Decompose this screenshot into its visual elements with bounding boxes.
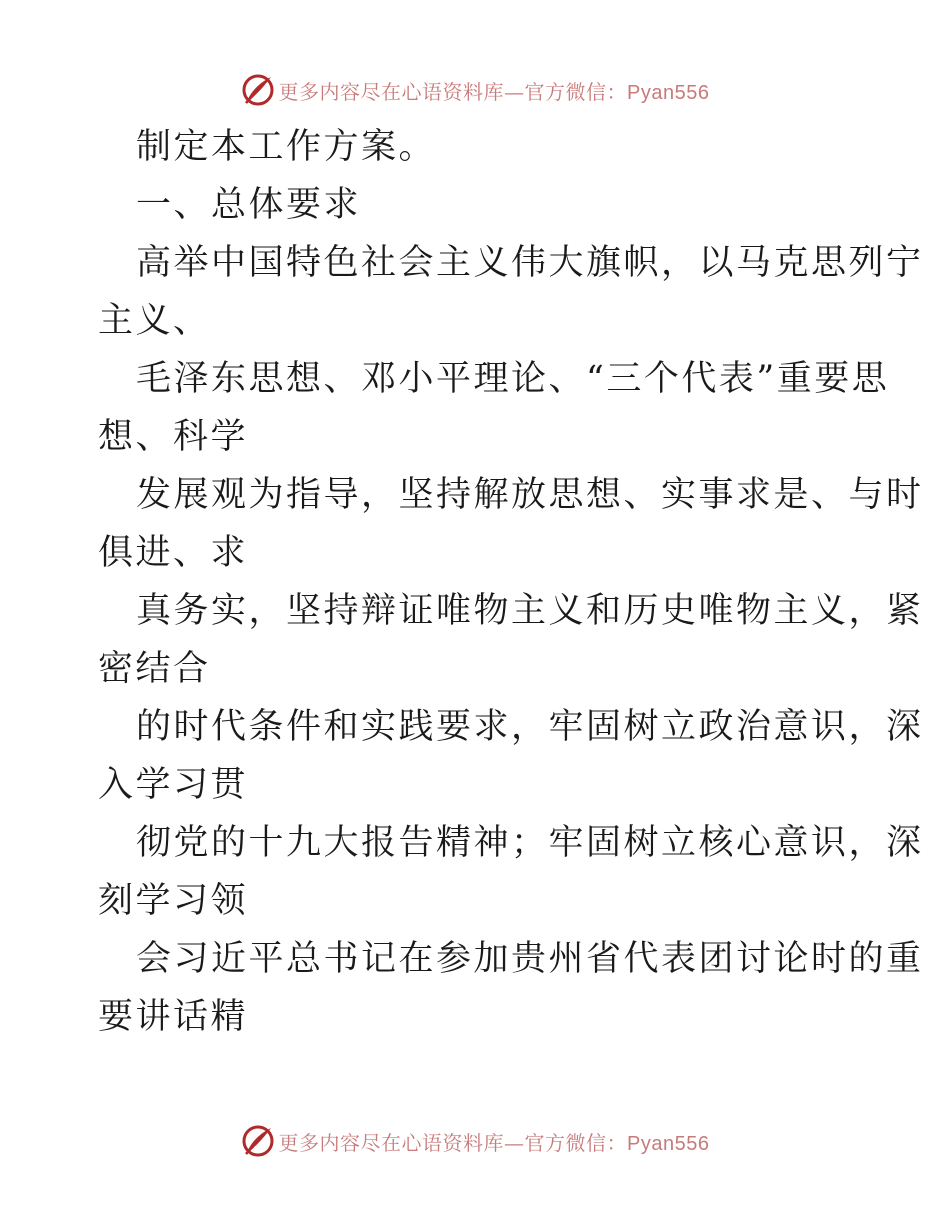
paragraph-line: 高举中国特色社会主义伟大旗帜，以马克思列宁 [136, 243, 924, 283]
quill-logo-icon [241, 1124, 275, 1158]
paragraph-line: 要讲话精 [98, 997, 249, 1037]
paragraph-line: 密结合 [98, 649, 211, 689]
paragraph-line: 主义、 [98, 301, 211, 341]
paragraph-line: 制定本工作方案。 [136, 127, 437, 167]
wechat-id: Pyan556 [627, 81, 710, 104]
quill-logo-icon [241, 73, 275, 107]
paragraph-line: 发展观为指导，坚持解放思想、实事求是、与时 [136, 475, 924, 515]
paragraph-line: 会习近平总书记在参加贵州省代表团讨论时的重 [136, 939, 924, 979]
wechat-id: Pyan556 [627, 1132, 710, 1155]
paragraph-line: 刻学习领 [98, 881, 249, 921]
banner-text: 更多内容尽在心语资料库—官方微信：Pyan556 [278, 1130, 710, 1155]
paragraph-line: 真务实，坚持辩证唯物主义和历史唯物主义，紧 [136, 591, 924, 631]
paragraph-line: 想、科学 [98, 417, 249, 457]
document-body [98, 118, 924, 1046]
paragraph-line: 的时代条件和实践要求，牢固树立政治意识，深 [136, 707, 924, 747]
header-banner [0, 70, 950, 110]
section-heading: 一、总体要求 [136, 185, 362, 225]
footer-banner [0, 1121, 950, 1161]
paragraph-line: 毛泽东思想、邓小平理论、“三个代表”重要思 [136, 359, 890, 399]
banner-text: 更多内容尽在心语资料库—官方微信：Pyan556 [278, 79, 710, 104]
paragraph-line: 俱进、求 [98, 533, 249, 573]
paragraph-line: 入学习贯 [98, 765, 249, 805]
paragraph-line: 彻党的十九大报告精神；牢固树立核心意识，深 [136, 823, 924, 863]
